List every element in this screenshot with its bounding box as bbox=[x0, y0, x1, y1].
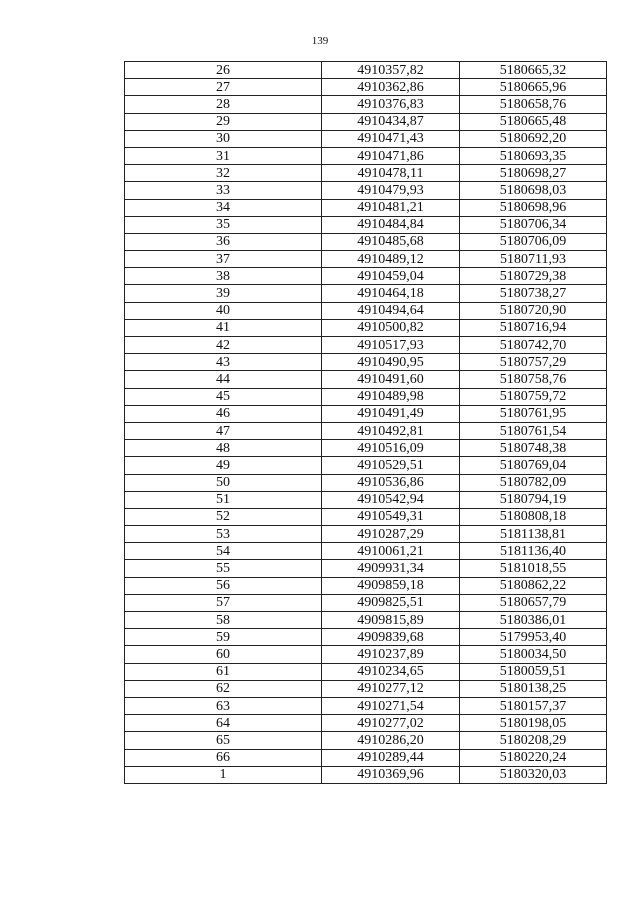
point-number-cell: 54 bbox=[125, 543, 322, 560]
table-row bbox=[125, 594, 607, 611]
coordinates-table bbox=[124, 61, 607, 784]
x-coordinate-cell: 4910536,86 bbox=[322, 474, 460, 491]
table-row bbox=[125, 680, 607, 697]
y-coordinate-cell: 5180208,29 bbox=[460, 732, 607, 749]
y-coordinate-cell: 5180658,76 bbox=[460, 96, 607, 113]
point-number-cell: 36 bbox=[125, 233, 322, 250]
x-coordinate-cell: 4910492,81 bbox=[322, 422, 460, 439]
table-row bbox=[125, 543, 607, 560]
point-number-cell: 65 bbox=[125, 732, 322, 749]
y-coordinate-cell: 5180738,27 bbox=[460, 285, 607, 302]
x-coordinate-cell: 4910286,20 bbox=[322, 732, 460, 749]
table-row bbox=[125, 354, 607, 371]
point-number-cell: 39 bbox=[125, 285, 322, 302]
y-coordinate-cell: 5180698,03 bbox=[460, 182, 607, 199]
point-number-cell: 32 bbox=[125, 165, 322, 182]
point-number-cell: 60 bbox=[125, 646, 322, 663]
y-coordinate-cell: 5180698,27 bbox=[460, 165, 607, 182]
y-coordinate-cell: 5179953,40 bbox=[460, 629, 607, 646]
page-number: 139 bbox=[311, 35, 329, 47]
point-number-cell: 42 bbox=[125, 337, 322, 354]
point-number-cell: 51 bbox=[125, 491, 322, 508]
table-row bbox=[125, 302, 607, 319]
point-number-cell: 52 bbox=[125, 508, 322, 525]
y-coordinate-cell: 5180138,25 bbox=[460, 680, 607, 697]
y-coordinate-cell: 5180757,29 bbox=[460, 354, 607, 371]
table-row bbox=[125, 216, 607, 233]
point-number-cell: 40 bbox=[125, 302, 322, 319]
y-coordinate-cell: 5180711,93 bbox=[460, 251, 607, 268]
y-coordinate-cell: 5180748,38 bbox=[460, 440, 607, 457]
point-number-cell: 28 bbox=[125, 96, 322, 113]
point-number-cell: 34 bbox=[125, 199, 322, 216]
y-coordinate-cell: 5180729,38 bbox=[460, 268, 607, 285]
x-coordinate-cell: 4910490,95 bbox=[322, 354, 460, 371]
y-coordinate-cell: 5180034,50 bbox=[460, 646, 607, 663]
table-row bbox=[125, 732, 607, 749]
table-row bbox=[125, 199, 607, 216]
point-number-cell: 49 bbox=[125, 457, 322, 474]
x-coordinate-cell: 4910494,64 bbox=[322, 302, 460, 319]
table-row bbox=[125, 629, 607, 646]
y-coordinate-cell: 5180716,94 bbox=[460, 319, 607, 336]
x-coordinate-cell: 4910271,54 bbox=[322, 697, 460, 714]
point-number-cell: 1 bbox=[125, 766, 322, 783]
point-number-cell: 62 bbox=[125, 680, 322, 697]
point-number-cell: 44 bbox=[125, 371, 322, 388]
table-row bbox=[125, 371, 607, 388]
table-row bbox=[125, 749, 607, 766]
table-row bbox=[125, 560, 607, 577]
point-number-cell: 63 bbox=[125, 697, 322, 714]
y-coordinate-cell: 5180657,79 bbox=[460, 594, 607, 611]
x-coordinate-cell: 4910061,21 bbox=[322, 543, 460, 560]
x-coordinate-cell: 4910529,51 bbox=[322, 457, 460, 474]
table-row bbox=[125, 440, 607, 457]
x-coordinate-cell: 4910471,86 bbox=[322, 147, 460, 164]
y-coordinate-cell: 5180693,35 bbox=[460, 147, 607, 164]
x-coordinate-cell: 4910516,09 bbox=[322, 440, 460, 457]
x-coordinate-cell: 4910549,31 bbox=[322, 508, 460, 525]
y-coordinate-cell: 5181018,55 bbox=[460, 560, 607, 577]
point-number-cell: 50 bbox=[125, 474, 322, 491]
x-coordinate-cell: 4910500,82 bbox=[322, 319, 460, 336]
table-row bbox=[125, 285, 607, 302]
point-number-cell: 61 bbox=[125, 663, 322, 680]
y-coordinate-cell: 5180758,76 bbox=[460, 371, 607, 388]
table-row bbox=[125, 268, 607, 285]
point-number-cell: 59 bbox=[125, 629, 322, 646]
y-coordinate-cell: 5180198,05 bbox=[460, 715, 607, 732]
x-coordinate-cell: 4910485,68 bbox=[322, 233, 460, 250]
y-coordinate-cell: 5181138,81 bbox=[460, 526, 607, 543]
point-number-cell: 35 bbox=[125, 216, 322, 233]
x-coordinate-cell: 4910464,18 bbox=[322, 285, 460, 302]
point-number-cell: 37 bbox=[125, 251, 322, 268]
y-coordinate-cell: 5180665,32 bbox=[460, 62, 607, 79]
y-coordinate-cell: 5180220,24 bbox=[460, 749, 607, 766]
x-coordinate-cell: 4910459,04 bbox=[322, 268, 460, 285]
x-coordinate-cell: 4910517,93 bbox=[322, 337, 460, 354]
table-row bbox=[125, 491, 607, 508]
table-row bbox=[125, 405, 607, 422]
x-coordinate-cell: 4910289,44 bbox=[322, 749, 460, 766]
x-coordinate-cell: 4910479,93 bbox=[322, 182, 460, 199]
table-row bbox=[125, 147, 607, 164]
point-number-cell: 45 bbox=[125, 388, 322, 405]
point-number-cell: 53 bbox=[125, 526, 322, 543]
x-coordinate-cell: 4910491,60 bbox=[322, 371, 460, 388]
table-row bbox=[125, 113, 607, 130]
y-coordinate-cell: 5180698,96 bbox=[460, 199, 607, 216]
table-row bbox=[125, 388, 607, 405]
point-number-cell: 66 bbox=[125, 749, 322, 766]
point-number-cell: 48 bbox=[125, 440, 322, 457]
point-number-cell: 58 bbox=[125, 612, 322, 629]
point-number-cell: 31 bbox=[125, 147, 322, 164]
y-coordinate-cell: 5180665,48 bbox=[460, 113, 607, 130]
y-coordinate-cell: 5180706,34 bbox=[460, 216, 607, 233]
x-coordinate-cell: 4909815,89 bbox=[322, 612, 460, 629]
table-row bbox=[125, 96, 607, 113]
x-coordinate-cell: 4910376,83 bbox=[322, 96, 460, 113]
table-row bbox=[125, 62, 607, 79]
x-coordinate-cell: 4910234,65 bbox=[322, 663, 460, 680]
table-row bbox=[125, 577, 607, 594]
y-coordinate-cell: 5180769,04 bbox=[460, 457, 607, 474]
table-row bbox=[125, 766, 607, 783]
table-row bbox=[125, 715, 607, 732]
y-coordinate-cell: 5180742,70 bbox=[460, 337, 607, 354]
y-coordinate-cell: 5180059,51 bbox=[460, 663, 607, 680]
table-row bbox=[125, 251, 607, 268]
point-number-cell: 27 bbox=[125, 79, 322, 96]
table-row bbox=[125, 612, 607, 629]
x-coordinate-cell: 4910542,94 bbox=[322, 491, 460, 508]
table-row bbox=[125, 697, 607, 714]
point-number-cell: 26 bbox=[125, 62, 322, 79]
y-coordinate-cell: 5180665,96 bbox=[460, 79, 607, 96]
point-number-cell: 55 bbox=[125, 560, 322, 577]
table-row bbox=[125, 79, 607, 96]
x-coordinate-cell: 4910287,29 bbox=[322, 526, 460, 543]
table-row bbox=[125, 182, 607, 199]
x-coordinate-cell: 4910484,84 bbox=[322, 216, 460, 233]
point-number-cell: 41 bbox=[125, 319, 322, 336]
y-coordinate-cell: 5181136,40 bbox=[460, 543, 607, 560]
point-number-cell: 43 bbox=[125, 354, 322, 371]
x-coordinate-cell: 4910471,43 bbox=[322, 130, 460, 147]
y-coordinate-cell: 5180862,22 bbox=[460, 577, 607, 594]
point-number-cell: 46 bbox=[125, 405, 322, 422]
x-coordinate-cell: 4910369,96 bbox=[322, 766, 460, 783]
coordinates-table-body bbox=[125, 62, 607, 784]
y-coordinate-cell: 5180808,18 bbox=[460, 508, 607, 525]
y-coordinate-cell: 5180761,54 bbox=[460, 422, 607, 439]
x-coordinate-cell: 4909825,51 bbox=[322, 594, 460, 611]
table-row bbox=[125, 474, 607, 491]
table-row bbox=[125, 663, 607, 680]
point-number-cell: 64 bbox=[125, 715, 322, 732]
x-coordinate-cell: 4910489,98 bbox=[322, 388, 460, 405]
point-number-cell: 30 bbox=[125, 130, 322, 147]
table-row bbox=[125, 233, 607, 250]
x-coordinate-cell: 4910357,82 bbox=[322, 62, 460, 79]
table-row bbox=[125, 165, 607, 182]
table-row bbox=[125, 422, 607, 439]
y-coordinate-cell: 5180706,09 bbox=[460, 233, 607, 250]
y-coordinate-cell: 5180759,72 bbox=[460, 388, 607, 405]
x-coordinate-cell: 4910491,49 bbox=[322, 405, 460, 422]
y-coordinate-cell: 5180761,95 bbox=[460, 405, 607, 422]
point-number-cell: 33 bbox=[125, 182, 322, 199]
table-row bbox=[125, 337, 607, 354]
y-coordinate-cell: 5180320,03 bbox=[460, 766, 607, 783]
point-number-cell: 38 bbox=[125, 268, 322, 285]
x-coordinate-cell: 4909859,18 bbox=[322, 577, 460, 594]
x-coordinate-cell: 4910481,21 bbox=[322, 199, 460, 216]
table-row bbox=[125, 130, 607, 147]
x-coordinate-cell: 4910489,12 bbox=[322, 251, 460, 268]
x-coordinate-cell: 4910478,11 bbox=[322, 165, 460, 182]
x-coordinate-cell: 4910277,02 bbox=[322, 715, 460, 732]
x-coordinate-cell: 4910277,12 bbox=[322, 680, 460, 697]
point-number-cell: 56 bbox=[125, 577, 322, 594]
y-coordinate-cell: 5180157,37 bbox=[460, 697, 607, 714]
table-row bbox=[125, 508, 607, 525]
y-coordinate-cell: 5180782,09 bbox=[460, 474, 607, 491]
y-coordinate-cell: 5180794,19 bbox=[460, 491, 607, 508]
point-number-cell: 47 bbox=[125, 422, 322, 439]
x-coordinate-cell: 4909839,68 bbox=[322, 629, 460, 646]
table-row bbox=[125, 526, 607, 543]
y-coordinate-cell: 5180692,20 bbox=[460, 130, 607, 147]
y-coordinate-cell: 5180386,01 bbox=[460, 612, 607, 629]
point-number-cell: 57 bbox=[125, 594, 322, 611]
x-coordinate-cell: 4910434,87 bbox=[322, 113, 460, 130]
x-coordinate-cell: 4909931,34 bbox=[322, 560, 460, 577]
table-row bbox=[125, 646, 607, 663]
y-coordinate-cell: 5180720,90 bbox=[460, 302, 607, 319]
point-number-cell: 29 bbox=[125, 113, 322, 130]
table-row bbox=[125, 319, 607, 336]
table-row bbox=[125, 457, 607, 474]
x-coordinate-cell: 4910237,89 bbox=[322, 646, 460, 663]
x-coordinate-cell: 4910362,86 bbox=[322, 79, 460, 96]
